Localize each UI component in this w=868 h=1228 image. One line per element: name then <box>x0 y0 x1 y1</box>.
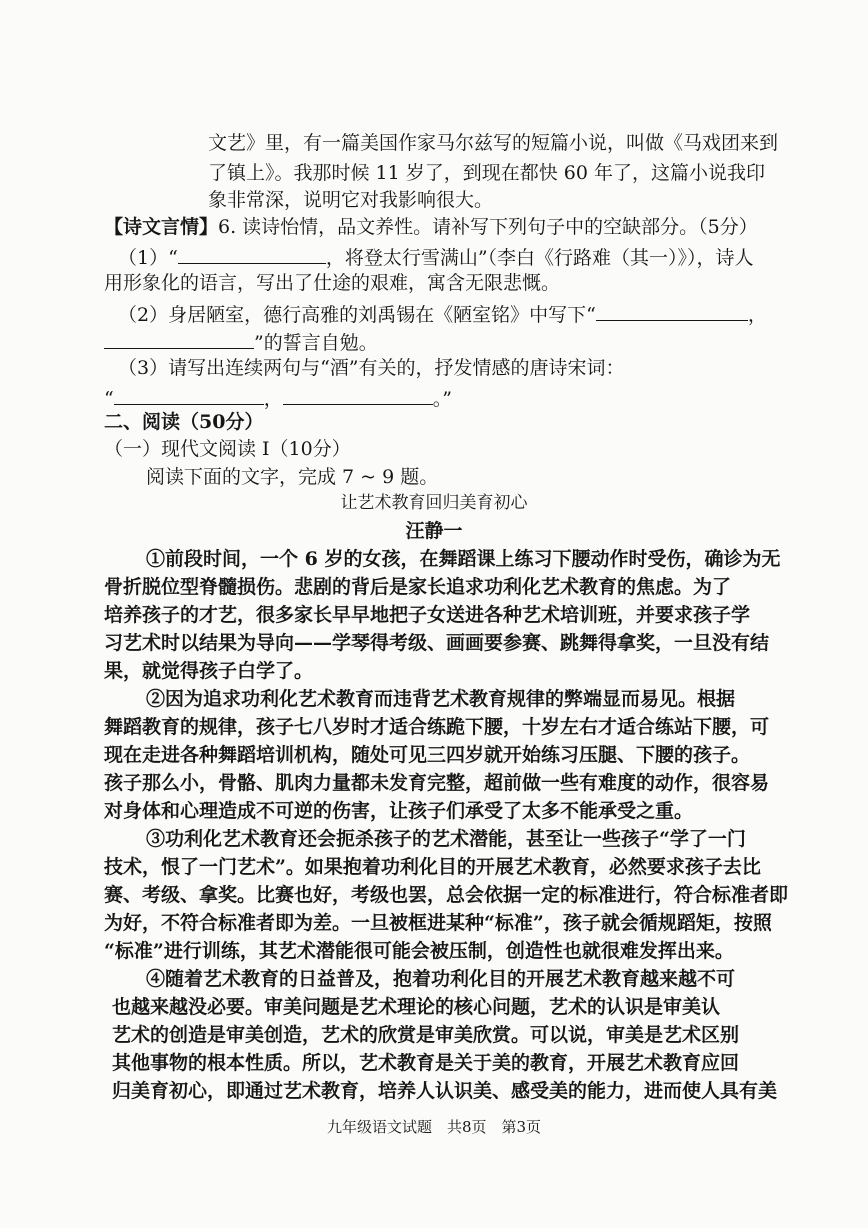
paragraph-1-line-2: 骨折脱位型脊髓损伤。悲剧的背后是家长追求功利化艺术教育的焦虑。为了 <box>104 576 732 598</box>
paragraph-1-line-1: ①前段时间，一个 6 岁的女孩，在舞蹈课上练习下腰动作时受伤，确诊为无 <box>146 548 781 570</box>
paragraph-2-line-5: 对身体和心理造成不可逆的伤害，让孩子们承受了太多不能承受之重。 <box>104 800 694 822</box>
paragraph-1-line-3: 培养孩子的才艺，很多家长早早地把子女送进各种艺术培训班，并要求孩子学 <box>104 604 751 626</box>
reading-instruction: 阅读下面的文字，完成 7 ~ 9 题。 <box>146 466 439 488</box>
item-1-prefix: （1）“ <box>118 247 178 269</box>
question-6-stem <box>104 216 758 239</box>
item-3-open-quote: “ <box>104 388 114 410</box>
question-6-item-3-line-2 <box>104 385 452 411</box>
item-3-close-quote: 。” <box>432 388 452 410</box>
paragraph-3-line-5: “标准”进行训练，其艺术潜能很可能会被压制，创造性也就很难发挥出来。 <box>104 940 734 962</box>
question-6-tag: 【诗文言情】 <box>104 216 219 238</box>
page-footer: 九年级语文试题 共8页 第3页 <box>326 1118 542 1136</box>
paragraph-3-line-2: 技术，恨了一门艺术”。如果抱着功利化目的开展艺术教育，必然要求孩子去比 <box>104 856 761 878</box>
paragraph-2-line-2: 舞蹈教育的规律，孩子七八岁时才适合练跪下腰，十岁左右才适合练站下腰，可 <box>104 716 770 738</box>
paragraph-3-line-4: 为好，不符合标准者即为差。一旦被框进某种“标准”，孩子就会循规蹈矩，按照 <box>104 912 772 934</box>
paragraph-1-line-5: 果，就觉得孩子白学了。 <box>104 660 314 682</box>
answer-blank-1[interactable] <box>178 244 326 264</box>
question-6-text: 6. 读诗怡情，品文养性。请补写下列句子中的空缺部分。（5分） <box>218 216 758 238</box>
question-6-item-2-line-2 <box>104 329 378 355</box>
question-6-item-2 <box>118 301 767 327</box>
paragraph-2-line-1: ②因为追求功利化艺术教育而违背艺术教育规律的弊端显而易见。根据 <box>146 688 736 710</box>
answer-blank-5[interactable] <box>283 385 433 405</box>
question-6-item-3: （3）请写出连续两句与“酒”有关的，抒发情感的唐诗宋词： <box>118 357 625 379</box>
paragraph-4-line-3: 艺术的创造是审美创造，艺术的欣赏是审美欣赏。可以说，审美是艺术区别 <box>112 1024 740 1046</box>
section-2-title: 二、阅读（50分） <box>104 411 264 433</box>
paragraph-2-line-3: 现在走进各种舞蹈培训机构，随处可见三四岁就开始练习压腿、下腰的孩子。 <box>104 744 751 766</box>
paragraph-4-line-5: 归美育初心，即通过艺术教育，培养人认识美、感受美的能力，进而使人具有美 <box>112 1080 778 1102</box>
paragraph-4-line-4: 其他事物的根本性质。所以，艺术教育是关于美的教育，开展艺术教育应回 <box>112 1052 740 1074</box>
question-6-item-1 <box>118 244 754 270</box>
item-2-text: （2）身居陋室，德行高雅的刘禹锡在《陋室铭》中写下“ <box>118 304 596 326</box>
article-title: 让艺术教育回归美育初心 <box>340 493 528 513</box>
answer-blank-2[interactable] <box>596 301 748 321</box>
paragraph-4-line-2: 也越来越没必要。审美问题是艺术理论的核心问题，艺术的认识是审美认 <box>112 996 721 1018</box>
section-2-subtitle: （一）现代文阅读 I（10分） <box>104 438 351 460</box>
paragraph-3-line-3: 赛、考级、拿奖。比赛也好，考级也罢，总会依据一定的标准进行，符合标准者即 <box>104 884 789 906</box>
item-2-oath: ”的誓言自勉。 <box>254 332 378 354</box>
paragraph-4-line-1: ④随着艺术教育的日益普及，抱着功利化目的开展艺术教育越来越不可 <box>146 968 736 990</box>
intro-line-3: 象非常深，说明它对我影响很大。 <box>208 189 494 211</box>
intro-line-1: 文艺》里，有一篇美国作家马尔兹写的短篇小说，叫做《马戏团来到 <box>208 132 779 154</box>
intro-line-2: 了镇上》。我那时候 11 岁了，到现在都快 60 年了，这篇小说我印 <box>208 162 766 184</box>
item-1-rest: ，将登太行雪满山”（李白《行路难（其一）》），诗人 <box>325 247 754 269</box>
paragraph-2-line-4: 孩子那么小，骨骼、肌肉力量都未发育完整，超前做一些有难度的动作，很容易 <box>104 772 770 794</box>
question-6-item-1-line-2: 用形象化的语言，写出了仕途的艰难，寓含无限悲慨。 <box>104 272 561 294</box>
article-author: 汪静一 <box>405 520 463 542</box>
item-2-comma: ， <box>747 304 767 326</box>
paragraph-1-line-4: 习艺术时以结果为导向——学琴得考级、画画要参赛、跳舞得拿奖，一旦没有结 <box>104 632 770 654</box>
answer-blank-3[interactable] <box>104 329 254 349</box>
paragraph-3-line-1: ③功利化艺术教育还会扼杀孩子的艺术潜能，甚至让一些孩子“学了一门 <box>146 828 746 850</box>
item-3-comma: ， <box>263 388 283 410</box>
answer-blank-4[interactable] <box>114 385 264 405</box>
